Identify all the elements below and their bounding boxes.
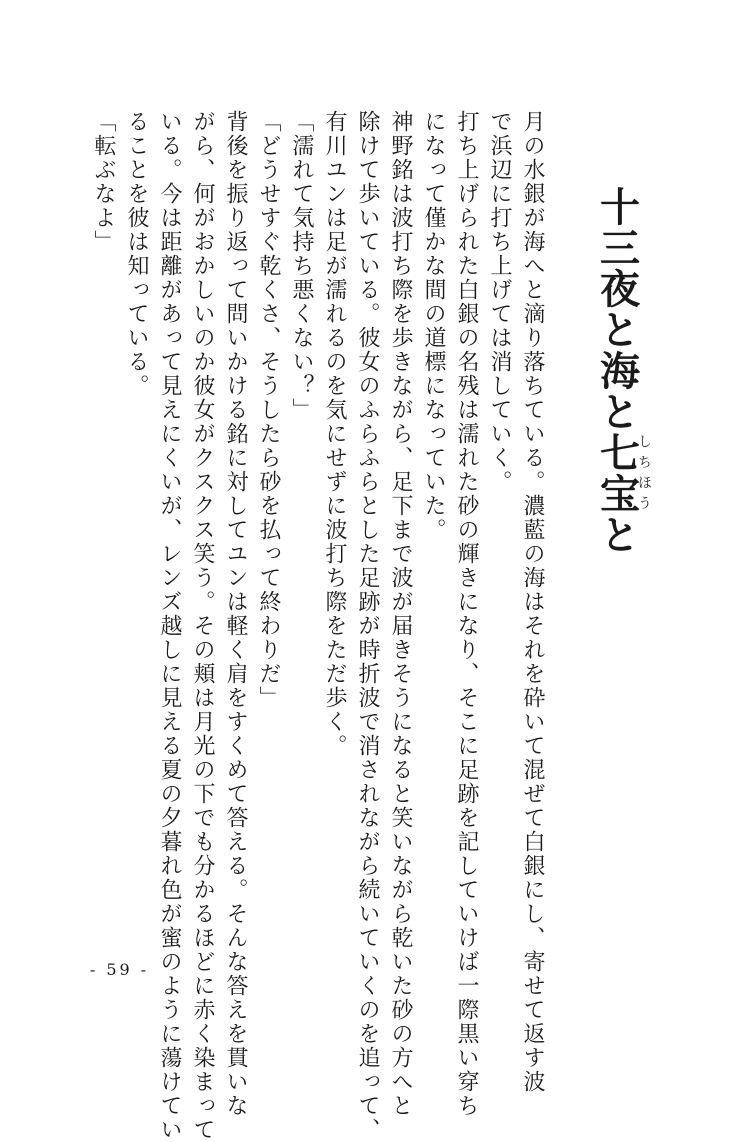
- text-line: 除けて歩いている。彼女のふらふらとした足跡が時折波で消されながら続いていくのを追って、: [355, 110, 380, 1142]
- text-line: 神野銘は波打ち際を歩きながら、足下まで波が届きそうになると笑いながら乾いた砂の方へと: [388, 110, 413, 1118]
- chapter-title-ruby-base: 七宝: [593, 432, 641, 514]
- chapter-title-part1: 十三夜と海と: [593, 186, 641, 432]
- text-line: になって僅かな間の道標になっていた。: [421, 110, 446, 542]
- text-line: で浜辺に打ち上げては消していく。: [487, 110, 512, 494]
- text-line: がら、何がおかしいのか彼女がクスクス笑う。その頬は月光の下でも分かるほどに赤く染まって: [190, 110, 215, 1142]
- text-line: 「どうせすぐ乾くさ、そうしたら砂を払って終わりだ」: [256, 110, 281, 710]
- text-line: 「転ぶなよ」: [91, 110, 116, 254]
- text-line: 有川ユンは足が濡れるのを気にせずに波打ち際をただ歩く。: [322, 110, 347, 758]
- chapter-title: [593, 186, 652, 555]
- page-number: - 59 -: [89, 960, 150, 979]
- text-line: 月の水銀が海へと滴り落ちている。濃藍の海はそれを砕いて混ぜて白銀にし、寄せて返す波: [520, 110, 545, 1094]
- text-line: 打ち上げられた白銀の名残は濡れた砂の輝きになり、そこに足跡を記していけば一際黒い穿ち: [454, 110, 479, 1118]
- text-line: 背後を振り返って問いかける銘に対してユンは軽く肩をすくめて答える。そんな答えを貫いな: [223, 110, 248, 1118]
- chapter-title-ruby-reading: しちほう: [636, 432, 652, 514]
- text-line: ることを彼は知っている。: [124, 110, 149, 398]
- chapter-title-part2: と: [593, 514, 641, 555]
- body-text: [87, 110, 549, 1142]
- text-line: いる。今は距離があって見えにくいが、レンズ越しに見える夏の夕暮れ色が蜜のように蕩けてい: [157, 110, 182, 1142]
- chapter-title-ruby: [593, 432, 652, 514]
- text-line: 「濡れて気持ち悪くない？」: [289, 110, 314, 422]
